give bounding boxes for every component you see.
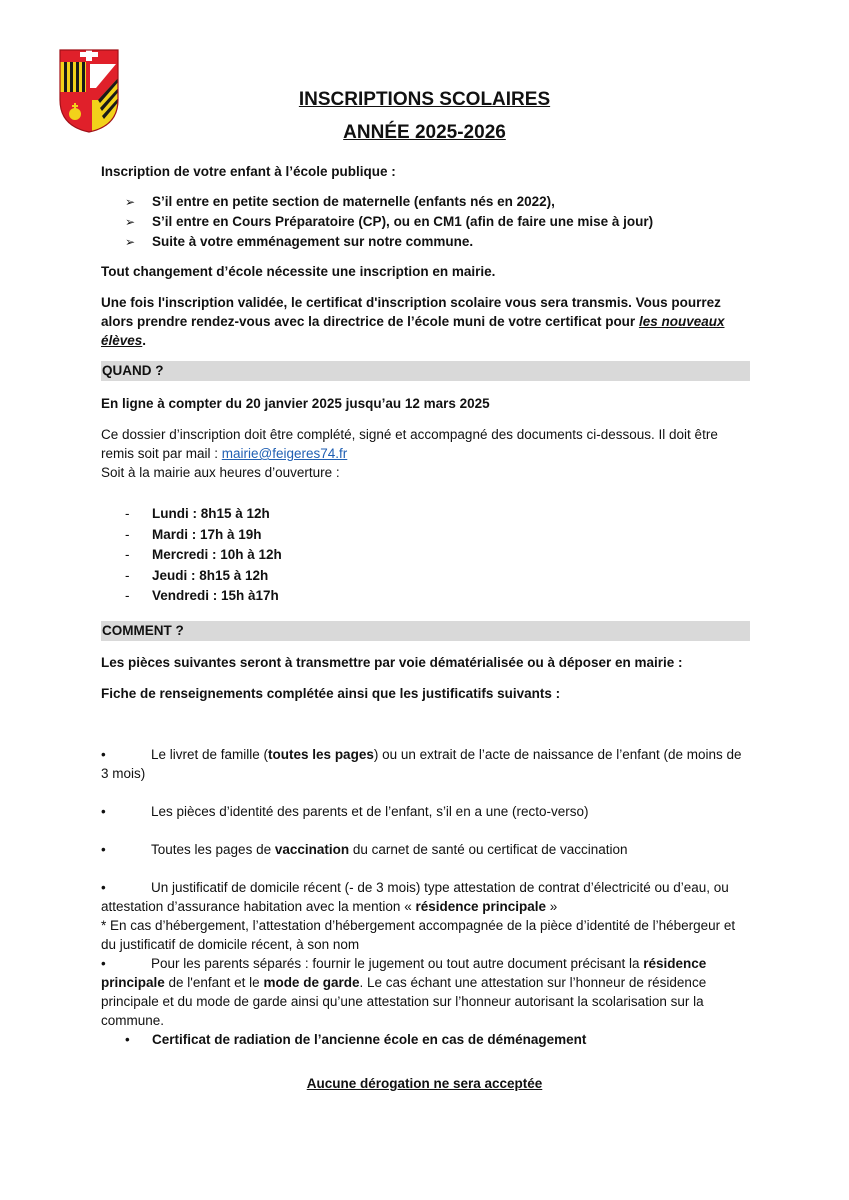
list-item: - Lundi : 8h15 à 12h	[125, 506, 270, 521]
list-item: ➢ Suite à votre emménagement sur notre commune.	[101, 232, 750, 252]
list-item: - Mardi : 17h à 19h	[125, 526, 262, 542]
mairie-hours-intro: Soit à la mairie aux heures d’ouverture :	[101, 465, 340, 480]
list-item: - Jeudi : 8h15 à 12h	[125, 567, 269, 583]
documents-list	[101, 745, 750, 1049]
dossier-paragraph: Ce dossier d’inscription doit être complété, signé et accompagné des documents ci-dessous. Il doit être remis soit par mail : mairie@feigeres74.fr	[101, 427, 718, 461]
list-item: • Certificat de radiation de l’ancienne école en cas de déménagement	[125, 1031, 587, 1047]
arrowhead-bullet-icon: ➢	[125, 235, 136, 249]
page-title: INSCRIPTIONS SCOLAIRES	[298, 89, 551, 110]
pieces-intro: Les pièces suivantes seront à transmettre par voie dématérialisée ou à déposer en mairie :	[101, 654, 683, 670]
list-item: - Vendredi : 15h à17h	[125, 588, 279, 603]
list-item: • Toutes les pages de vaccination du carnet de santé ou certificat de vaccination	[101, 841, 628, 857]
registration-dates: En ligne à compter du 20 janvier 2025 jusqu’au 12 mars 2025	[101, 396, 490, 411]
new-students-emphasis: les nouveaux élèves	[101, 314, 725, 348]
list-item: ➢ S’il entre en petite section de maternelle (enfants nés en 2022),	[101, 192, 750, 212]
intro-lead: Inscription de votre enfant à l’école publique :	[101, 164, 396, 179]
document-body	[101, 162, 750, 1049]
arrowhead-bullet-icon: ➢	[125, 215, 136, 229]
section-heading-quand: QUAND ?	[101, 361, 750, 381]
list-item: ➢ S’il entre en Cours Préparatoire (CP), ou en CM1 (afin de faire une mise à jour)	[101, 212, 750, 232]
list-item: • Pour les parents séparés : fournir le jugement ou tout autre document précisant la résidence principale de l'enfant et le mode de garde. Le cas échant une attestation sur l’honneur de résidence principale et du mode de garde ainsi qu’une attestation sur l’honneur autorisant la scolarisation sur la commune.	[101, 955, 707, 1028]
validation-paragraph: Une fois l'inscription validée, le certificat d'inscription scolaire vous sera transmis. Vous pourrez alors prendre rendez-vous avec la directrice de l’école muni de votre certificat pour les nouveaux élèves.	[101, 295, 725, 348]
opening-hours-list	[101, 504, 750, 607]
list-item: - Mercredi : 10h à 12h	[125, 547, 282, 562]
section-heading-comment: COMMENT ?	[101, 621, 750, 641]
change-note: Tout changement d’école nécessite une inscription en mairie.	[101, 264, 496, 279]
list-item: • Un justificatif de domicile récent (- de 3 mois) type attestation de contrat d’électricité ou d’eau, ou attestation d’assurance habitation avec la mention « résidence principale »	[101, 879, 729, 914]
email-link[interactable]: mairie@feigeres74.fr	[221, 446, 348, 461]
list-item: • Le livret de famille (toutes les pages) ou un extrait de l’acte de naissance de l’enfant (de moins de 3 mois)	[101, 746, 742, 781]
page-subtitle-year: ANNÉE 2025-2026	[343, 122, 506, 143]
no-derogation-note: Aucune dérogation ne sera acceptée	[306, 1076, 543, 1091]
hebergement-note: * En cas d’hébergement, l’attestation d’hébergement accompagnée de la pièce d’identité de l’hébergeur et du justificatif de domicile récent, à son nom	[101, 917, 736, 952]
intro-list	[101, 192, 750, 252]
arrowhead-bullet-icon: ➢	[125, 195, 136, 209]
list-item: • Les pièces d’identité des parents et de l’enfant, s’il en a une (recto-verso)	[101, 803, 589, 819]
fiche-intro: Fiche de renseignements complétée ainsi que les justificatifs suivants :	[101, 685, 561, 701]
